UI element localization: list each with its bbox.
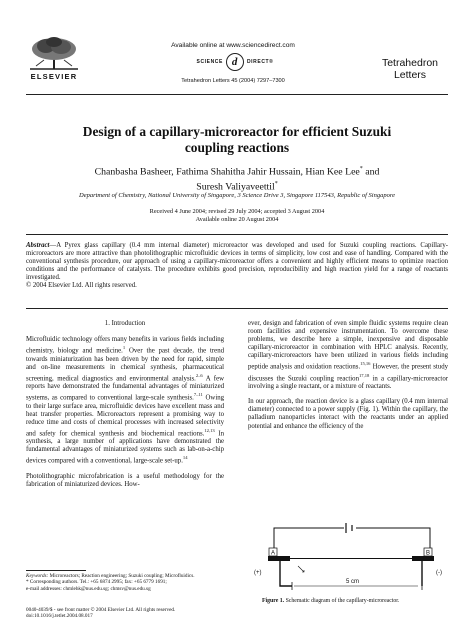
corresponding-authors: * Corresponding authors. Tel.: +65 6874 2995; fax: +65 6779 1691;	[26, 579, 167, 586]
intro-text-c: A few reports have demonstrated the fundamental advantages of miniaturized systems, as compared to conventional large-scale synthesis.	[26, 375, 224, 402]
article-title	[30, 124, 444, 155]
affiliation: Department of Chemistry, National University of Singapore, 3 Science Drive 3, Singapore 117543, Republic of Singapore	[79, 192, 395, 199]
email-addresses[interactable]: e-mail addresses: chmlehk@nus.edu.sg; chmsv@nus.edu.sg	[26, 585, 151, 592]
journal-name	[370, 58, 450, 81]
ref-link[interactable]: 17,18	[358, 372, 370, 378]
sciencedirect-left: SCIENCE	[196, 59, 223, 65]
front-matter	[26, 607, 224, 620]
intro-text-b: Over the past decade, the trend towards miniaturization has been driven by the need for rapid, simple and on-line measurements in chemical synthesis, pharmaceutical screening, medical diagnostics and environmental analysis.	[26, 347, 224, 382]
intro-text-g: However, the present study discusses the Suzuki coupling reaction	[248, 363, 448, 383]
intro-text-i: In our approach, the reaction device is a glass capillary (0.4 mm internal diameter) connected to a power supply (	[248, 398, 448, 414]
author-list	[30, 163, 444, 194]
ref-link[interactable]: 15,16	[360, 361, 371, 367]
available-date: Available online 20 August 2004	[195, 216, 279, 224]
intro-text-d: Owing to their large surface area, microfluidic devices have excellent mass and heat transfer properties. Microreactors represent a promising way to reduce time and costs of chemical processes with increased selectivity and safety for chemical synthesis and biochemical reactions.	[26, 394, 224, 438]
ref-link[interactable]: 1	[122, 345, 126, 351]
title-line-2: coupling reactions	[184, 139, 290, 155]
journal-citation: Tetrahedron Letters 45 (2004) 7297–7300	[181, 78, 285, 84]
figure-link[interactable]: Fig. 1	[359, 406, 376, 414]
received-dates: Received 4 June 2004; revised 29 July 2004; accepted 3 August 2004	[149, 208, 325, 215]
authors-names-2: Suresh Valiyaveettil	[196, 181, 275, 193]
journal-name-line2: Letters	[393, 68, 427, 81]
section-heading: 1. Introduction	[104, 320, 146, 327]
length-label: 5 cm	[346, 579, 360, 585]
abstract-top-rule	[26, 234, 448, 235]
ref-link[interactable]: 14	[182, 455, 188, 461]
intro-paragraph-1	[26, 336, 224, 466]
electrode-a-label: A	[271, 550, 276, 557]
footnote-rule	[26, 570, 86, 571]
abstract	[26, 242, 448, 290]
abstract-label: Abstract	[26, 242, 50, 249]
intro-text-e: In synthesis, a large number of applications have demonstrated the fundamental advantages of miniaturized systems such as lab-on-a-chip devices compared with a conventional, large-scale set-up.	[26, 430, 224, 465]
figure-caption-label: Figure 1.	[262, 598, 285, 604]
keywords-text: Microreactors; Reaction engineering; Suzuki coupling; Microfluidics.	[48, 573, 195, 579]
sciencedirect-logo	[172, 52, 298, 72]
right-column	[248, 320, 448, 438]
figure-caption	[262, 598, 450, 604]
ref-link[interactable]: 2–6	[195, 372, 203, 378]
elsevier-tree-icon	[26, 36, 82, 70]
abstract-bottom-rule	[26, 308, 448, 309]
sciencedirect-right: DIRECT®	[246, 59, 274, 65]
keywords-label: Keywords:	[26, 573, 49, 579]
left-column	[26, 320, 224, 496]
ref-link[interactable]: 7–11	[193, 392, 203, 398]
negative-terminal-label: (-)	[436, 570, 442, 576]
footnotes	[26, 573, 224, 592]
authors-and: and	[362, 166, 380, 178]
figure-caption-text: Schematic diagram of the capillary-microreactor.	[284, 598, 400, 604]
ref-link[interactable]: 12,13	[204, 427, 215, 433]
publisher-logo-text: ELSEVIER	[30, 72, 78, 81]
electrode-b-label: B	[426, 550, 431, 557]
header-rule	[26, 94, 448, 95]
abstract-text: —A Pyrex glass capillary (0.4 mm internal diameter) microreactor was developed and used for Suzuki coupling reactions. Capillary-microreactors are more attractive than photolithographic microfluidic devices in terms of simplicity, low cost and ease of handling. Compared with the conventional synthesis procedure, our approach of using a capillary-microreactor offers a convenient and highly efficient means to optimize reaction conditions and the performance of catalysts. The procedure exhibits good precision, reproducibility and high reaction yield for a range of reactants investigated.	[26, 242, 448, 282]
available-online-text: Available online at www.sciencedirect.com	[171, 42, 295, 49]
corresponding-mark: *	[359, 166, 363, 172]
elsevier-logo	[26, 36, 82, 81]
figure-1-diagram	[252, 520, 450, 598]
sciencedirect-mark-icon: d	[226, 53, 244, 71]
intro-text-h: in a capillary-microreactor involving a single reactant, or a mixture of reactants.	[248, 375, 448, 391]
authors-names-1: Chanbasha Basheer, Fathima Shahitha Jahir Hussain, Hian Kee Lee	[94, 166, 360, 178]
title-line-1: Design of a capillary-microreactor for efficient Suzuki	[82, 124, 392, 139]
abstract-copyright: © 2004 Elsevier Ltd. All rights reserved.	[26, 282, 137, 290]
intro-text-j: ). Within the capillary, the palladium nanoparticles interact with the reactants under an applied potential and enhance the efficiency of the	[248, 406, 449, 430]
intro-text-f: ever, design and fabrication of even simple fluidic systems require clean room facilities and expensive instrumentation. To overcome these problems, we describe here a simple, inexpensive and disposable capillary-microreactor in combination with HPLC analysis. Recently, capillary-microreactors have been utilized in various fields including peptide analysis and oxidation reactions.	[248, 320, 448, 371]
authors-line-1	[30, 163, 444, 178]
journal-name-line1: Tetrahedron	[381, 57, 439, 69]
intro-paragraph-3	[248, 320, 448, 391]
corresponding-mark-2: *	[274, 181, 278, 188]
intro-paragraph-4	[248, 398, 448, 430]
positive-terminal-label: (+)	[254, 570, 262, 576]
issn-line: 0040-4039/$ - see front matter © 2004 Elsevier Ltd. All rights reserved.	[26, 607, 176, 613]
article-dates	[26, 208, 448, 225]
intro-text-a: Microfluidic technology offers many benefits in various fields including chemistry, biology and medicine.	[26, 336, 224, 355]
intro-paragraph-2: Photolithographic microfabrication is a useful methodology for the fabrication of miniaturized devices. How-	[26, 472, 224, 488]
doi-line[interactable]: doi:10.1016/j.tetlet.2004.08.017	[26, 613, 93, 620]
